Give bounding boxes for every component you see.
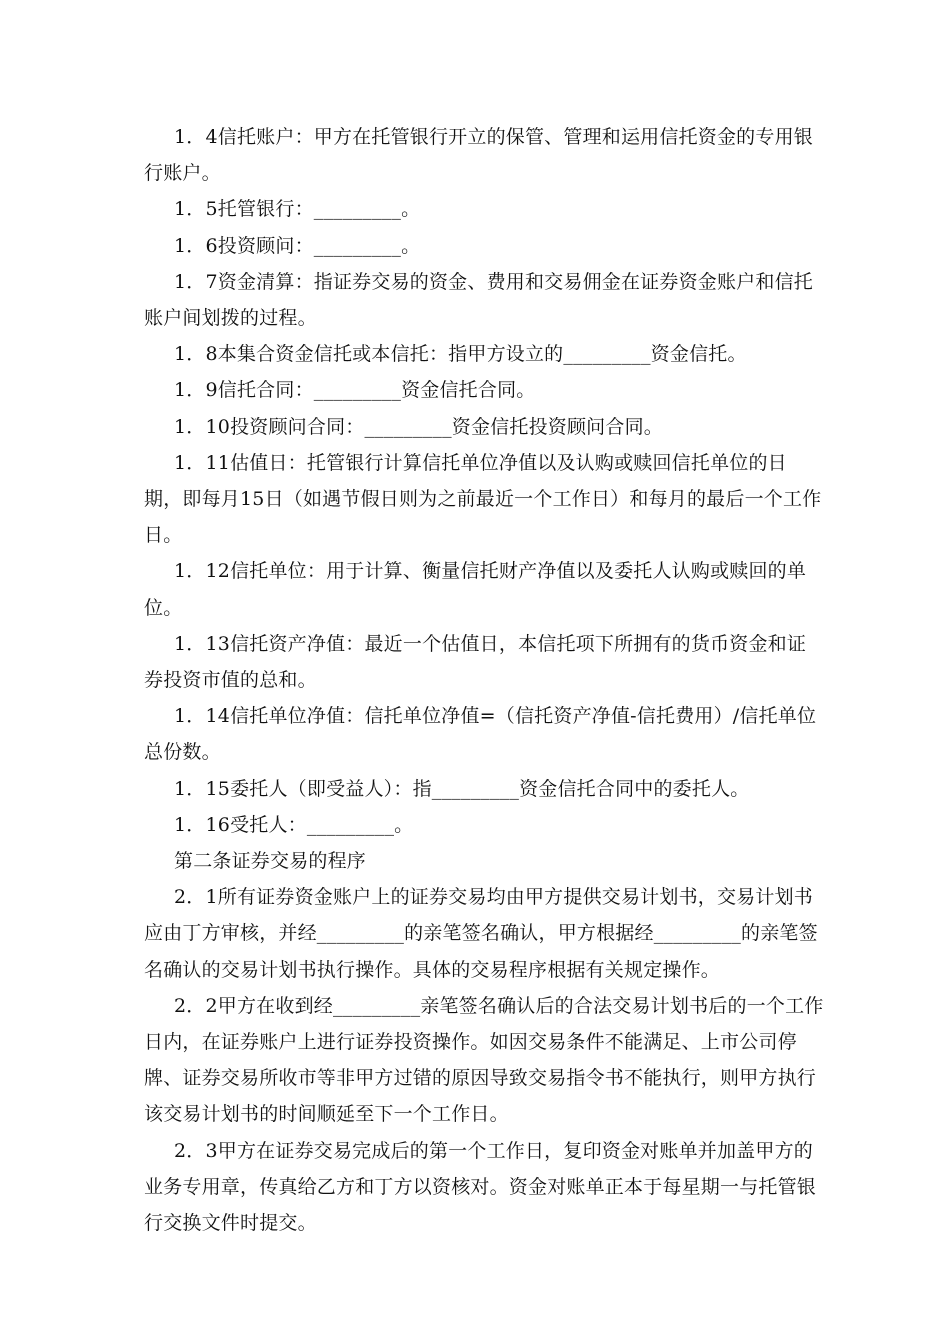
clause-1-5-custodian-bank: 1．5托管银行：_________。 (174, 198, 421, 221)
clause-2-1: 2．1所有证券资金账户上的证券交易均由甲方提供交易计划书，交易计划书应由丁方审核，并经_________的亲笔签名确认，甲方根据经_________的亲笔签名确认的交易计划书执行操作。具体的交易程序根据有关规定操作。 (144, 886, 818, 981)
clause-2-2: 2．2甲方在收到经_________亲笔签名确认后的合法交易计划书后的一个工作日内，在证券账户上进行证券投资操作。如因交易条件不能满足、上市公司停牌、证券交易所收市等非甲方过错的原因导致交易指令书不能执行，则甲方执行该交易计划书的时间顺延至下一个工作日。 (144, 994, 824, 1126)
clause-1-4-trust-account: 1．4信托账户：甲方在托管银行开立的保管、管理和运用信托资金的专用银行账户。 (144, 126, 813, 185)
clause-1-16-trustee: 1．16受托人：_________。 (174, 813, 414, 836)
clause-1-11-valuation-day: 1．11估值日：托管银行计算信托单位净值以及认购或赎回信托单位的日期，即每月15日（如遇节假日则为之前最近一个工作日）和每月的最后一个工作日。 (144, 451, 822, 547)
clause-1-12-trust-unit: 1．12信托单位：用于计算、衡量信托财产净值以及委托人认购或赎回的单位。 (144, 560, 807, 619)
clause-1-15-principal: 1．15委托人（即受益人）：指_________资金信托合同中的委托人。 (174, 777, 750, 800)
clause-1-6-investment-advisor: 1．6投资顾问：_________。 (174, 234, 421, 257)
clause-1-9-trust-contract: 1．9信托合同：_________资金信托合同。 (174, 379, 536, 402)
document-body (144, 119, 824, 1241)
clause-1-10-advisor-contract: 1．10投资顾问合同：_________资金信托投资顾问合同。 (174, 415, 663, 438)
article-2-heading: 第二条证券交易的程序 (174, 850, 367, 873)
clause-1-14-unit-net-value: 1．14信托单位净值：信托单位净值=（信托资产净值-信托费用）/信托单位总份数。 (144, 705, 817, 764)
clause-1-7-fund-clearing: 1．7资金清算：指证券交易的资金、费用和交易佣金在证券资金账户和信托账户间划拨的过程。 (144, 270, 813, 330)
clause-1-8-trust: 1．8本集合资金信托或本信托：指甲方设立的_________资金信托。 (174, 343, 747, 366)
clause-2-3: 2．3甲方在证券交易完成后的第一个工作日，复印资金对账单并加盖甲方的业务专用章，传真给乙方和丁方以资核对。资金对账单正本于每星期一与托管银行交换文件时提交。 (144, 1139, 817, 1235)
clause-1-13-net-asset-value: 1．13信托资产净值：最近一个估值日，本信托项下所拥有的货币资金和证券投资市值的总和。 (144, 632, 807, 692)
